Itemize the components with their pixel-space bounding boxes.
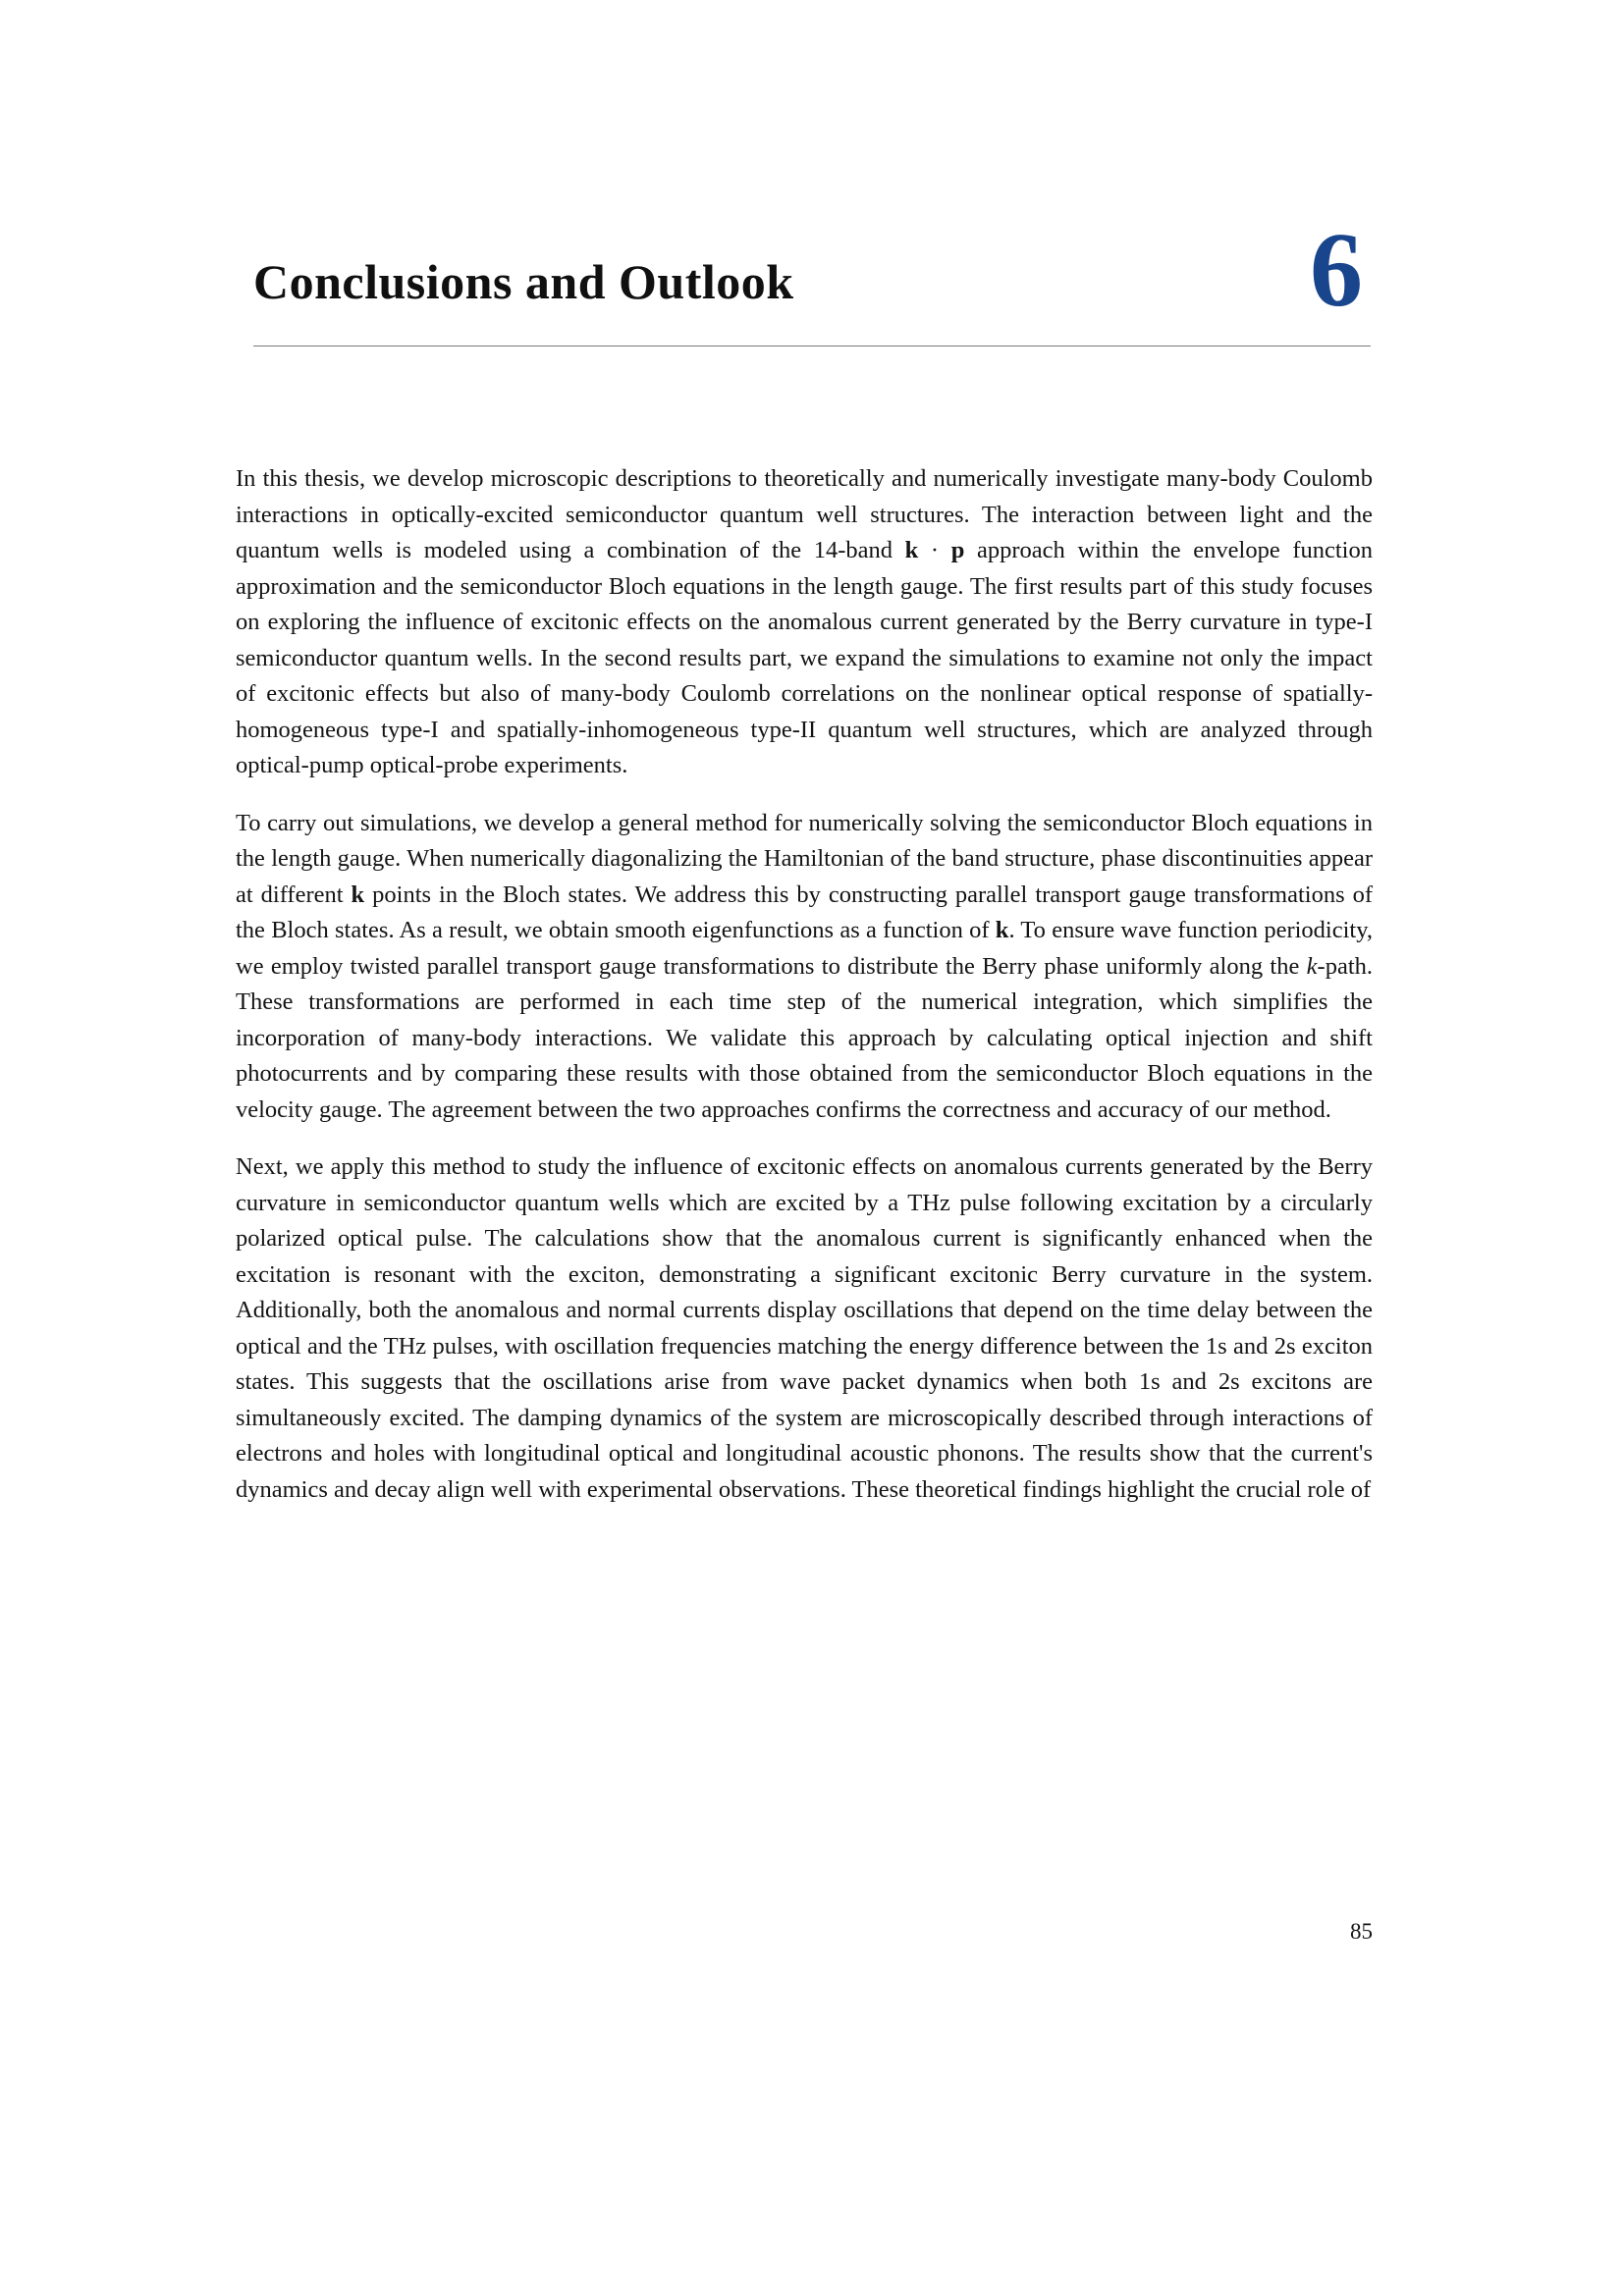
dot-operator: · <box>918 537 951 563</box>
paragraph-1-part-a: In this thesis, we develop microscopic descriptions to theoretically and numerically investigate many-body Coulomb interactions in optically-excited semiconductor quantum well structures. The interaction between light and the quantum wells is modeled using a combination of the 14-band <box>236 465 1373 563</box>
paragraph-2 <box>236 806 1373 1129</box>
paragraph-2-part-a: To carry out simulations, we develop a general method for numerically solving the semiconductor Bloch equations in the length gauge. When numerically diagonalizing the Hamiltonian of the band structure, phase discontinuities appear at different <box>236 809 1373 908</box>
page-number: 85 <box>1350 1919 1373 1944</box>
paragraph-2-part-d: -path. These transformations are performed in each time step of the numerical integration, which simplifies the incorporation of many-body interactions. We validate this approach by calculating optical injection and shift photocurrents and by comparing these results with those obtained from the semiconductor Bloch equations in the velocity gauge. The agreement between the two approaches confirms the correctness and accuracy of our method. <box>236 952 1373 1123</box>
vector-p-symbol: p <box>950 537 965 563</box>
paragraph-3: Next, we apply this method to study the influence of excitonic effects on anomalous currents generated by the Berry curvature in semiconductor quantum wells which are excited by a THz pulse following excitation by a circularly polarized optical pulse. The calculations show that the anomalous current is significantly enhanced when the excitation is resonant with the exciton, demonstrating a significant excitonic Berry curvature in the system. Additionally, both the anomalous and normal currents display oscillations that depend on the time delay between the optical and the THz pulses, with oscillation frequencies matching the energy difference between the 1s and 2s exciton states. This suggests that the oscillations arise from wave packet dynamics when both 1s and 2s excitons are simultaneously excited. The damping dynamics of the system are microscopically described through interactions of electrons and holes with longitudinal optical and longitudinal acoustic phonons. The results show that the current's dynamics and decay align well with experimental observations. These theoretical findings highlight the crucial role of <box>236 1153 1373 1503</box>
paragraph-2-part-b: points in the Bloch states. We address this by constructing parallel transport gauge transformations of the Bloch states. As a result, we obtain smooth eigenfunctions as a function of <box>236 881 1374 943</box>
chapter-header-divider <box>253 346 1371 347</box>
paragraph-1 <box>236 461 1373 784</box>
k-path-symbol: k <box>1306 952 1318 980</box>
paragraph-2-part-c: . To ensure wave function periodicity, we employ twisted parallel transport gauge transformations to distribute the Berry phase uniformly along the <box>236 917 1373 980</box>
chapter-number: 6 <box>1310 212 1363 329</box>
paragraph-1-part-b: approach within the envelope function approximation and the semiconductor Bloch equations in the length gauge. The first results part of this study focuses on exploring the influence of excitonic effects on the anomalous current generated by the Berry curvature in type-I semiconductor quantum wells. In the second results part, we expand the simulations to examine not only the impact of excitonic effects but also of many-body Coulomb correlations on the nonlinear optical response of spatially-homogeneous type-I and spatially-inhomogeneous type-II quantum well structures, which are analyzed through optical-pump optical-probe experiments. <box>236 537 1373 778</box>
body-text <box>236 461 1373 1508</box>
vector-k-symbol: k <box>904 537 919 563</box>
chapter-header <box>253 196 1371 329</box>
vector-k-symbol: k <box>995 917 1009 943</box>
vector-k-symbol: k <box>351 881 365 908</box>
chapter-title: Conclusions and Outlook <box>253 254 794 309</box>
